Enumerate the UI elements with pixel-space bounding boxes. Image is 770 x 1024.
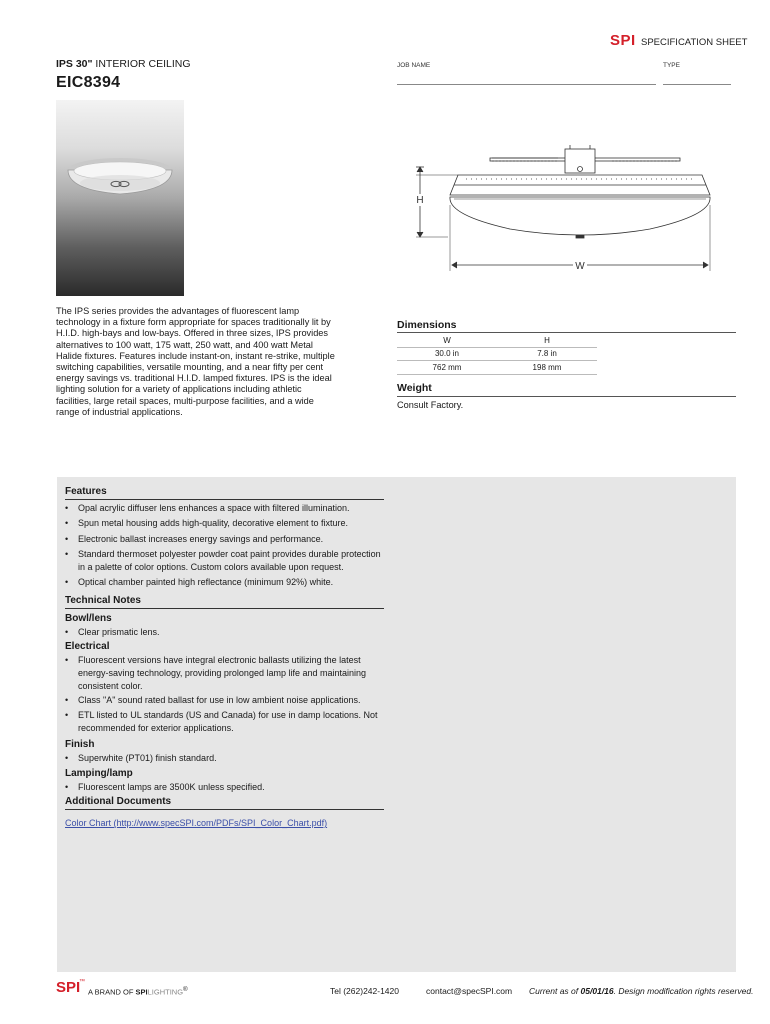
weight-heading: Weight [397, 382, 432, 394]
list-item: • Fluorescent versions have integral electronic ballasts utilizing the latest energy-saving technology, providing prolonged lamp life and maintaining consistent color. [65, 654, 385, 692]
features-rule [65, 499, 384, 500]
list-item: • Opal acrylic diffuser lens enhances a space with filtered illumination. [65, 502, 385, 515]
model-number: EIC8394 [56, 74, 121, 91]
current-suffix: . Design modification rights reserved. [613, 986, 754, 996]
table-cell: 198 mm [532, 362, 562, 372]
table-row [397, 361, 597, 375]
footer-brand-logo: SPI [56, 979, 81, 996]
table-header-row [397, 334, 597, 347]
finish-heading: Finish [65, 739, 95, 750]
dimensions-table [397, 334, 597, 375]
job-name-label: JOB NAME [397, 62, 431, 69]
table-cell: 762 mm [432, 362, 462, 372]
dimensions-rule [397, 332, 736, 333]
electrical-heading: Electrical [65, 641, 110, 652]
footer-phone: Tel (262)242-1420 [330, 986, 399, 996]
lamping-list [65, 781, 385, 794]
list-item: • ETL listed to UL standards (US and Canada) for use in damp locations. Not recommended for exterior applications. [65, 709, 385, 735]
table-cell: 7.8 in [537, 349, 557, 359]
registered-mark: ® [183, 986, 188, 993]
type-label: TYPE [663, 62, 680, 69]
brand-of-prefix: A BRAND OF [88, 987, 136, 997]
list-item: • Clear prismatic lens. [65, 626, 385, 639]
weight-value: Consult Factory. [397, 400, 464, 410]
width-label: W [575, 261, 585, 272]
brand-of-text [88, 986, 188, 997]
technical-notes-heading: Technical Notes [65, 595, 141, 606]
details-panel [57, 477, 736, 972]
electrical-list [65, 654, 385, 735]
dimensions-heading: Dimensions [397, 319, 457, 331]
features-heading: Features [65, 486, 107, 497]
brand-logo: SPI [610, 32, 636, 49]
additional-documents-rule [65, 809, 384, 810]
series-category: INTERIOR CEILING [92, 58, 191, 70]
finish-list [65, 752, 385, 765]
list-item: • Optical chamber painted high reflectance (minimum 92%) white. [65, 576, 385, 589]
brand-of-spi: SPI [135, 987, 148, 997]
product-series [56, 58, 191, 70]
sheet-title: SPECIFICATION SHEET [641, 37, 748, 48]
column-header: H [544, 335, 550, 345]
technical-notes-rule [65, 608, 384, 609]
table-cell: 30.0 in [434, 349, 460, 359]
weight-rule [397, 396, 736, 397]
column-header: W [443, 335, 451, 345]
list-item: • Electronic ballast increases energy savings and performance. [65, 533, 385, 546]
list-item: • Superwhite (PT01) finish standard. [65, 752, 385, 765]
list-item: • Spun metal housing adds high-quality, decorative element to fixture. [65, 517, 385, 530]
height-label: H [416, 195, 424, 206]
job-name-field[interactable] [397, 84, 656, 85]
product-description: The IPS series provides the advantages of fluorescent lamp technology in a fixture form appropriate for spaces traditionally lit by H.I.D. high-bays and low-bays. Offered in three sizes, IPS provides alternatives to 100 watt, 175 watt, 250 watt, and 400 watt Metal Halide fixtures. Features include instant-on, instant re-strike, multiple switching capabilities, versatile mounting, and a near fifty per cent energy savings vs. traditional H.I.D. lamped fixtures. IPS is the ideal lighting solution for a variety of applications including athletic facilities, large retail spaces, multi-purpose facilities, and a wide range of industrial applications. [56, 306, 335, 417]
list-item: • Standard thermoset polyester powder coat paint provides durable protection in a palette of color options. Custom colors available upon request. [65, 548, 385, 574]
bowl-lens-heading: Bowl/lens [65, 613, 112, 624]
table-row [397, 347, 597, 361]
footer-email[interactable]: contact@specSPI.com [426, 986, 513, 996]
list-item: • Fluorescent lamps are 3500K unless specified. [65, 781, 385, 794]
dimension-drawing [410, 145, 730, 280]
bowl-lens-list [65, 626, 385, 639]
current-date: 05/01/16 [580, 986, 614, 996]
fixture-illustration [56, 100, 184, 296]
lamping-heading: Lamping/lamp [65, 768, 133, 779]
additional-documents-heading: Additional Documents [65, 796, 172, 807]
footer-currency-note [529, 986, 753, 996]
features-list [65, 502, 385, 589]
product-photo [56, 100, 184, 296]
list-item: • Class "A" sound rated ballast for use in low ambient noise applications. [65, 694, 385, 707]
color-chart-link[interactable]: Color Chart (http://www.specSPI.com/PDFs/SPI_Color_Chart.pdf) [65, 818, 328, 828]
footer-trademark: ™ [79, 979, 85, 985]
series-name: IPS 30" [56, 58, 93, 70]
type-field[interactable] [663, 84, 731, 85]
current-prefix: Current as of [529, 986, 581, 996]
brand-of-lighting: LIGHTING [147, 987, 184, 997]
